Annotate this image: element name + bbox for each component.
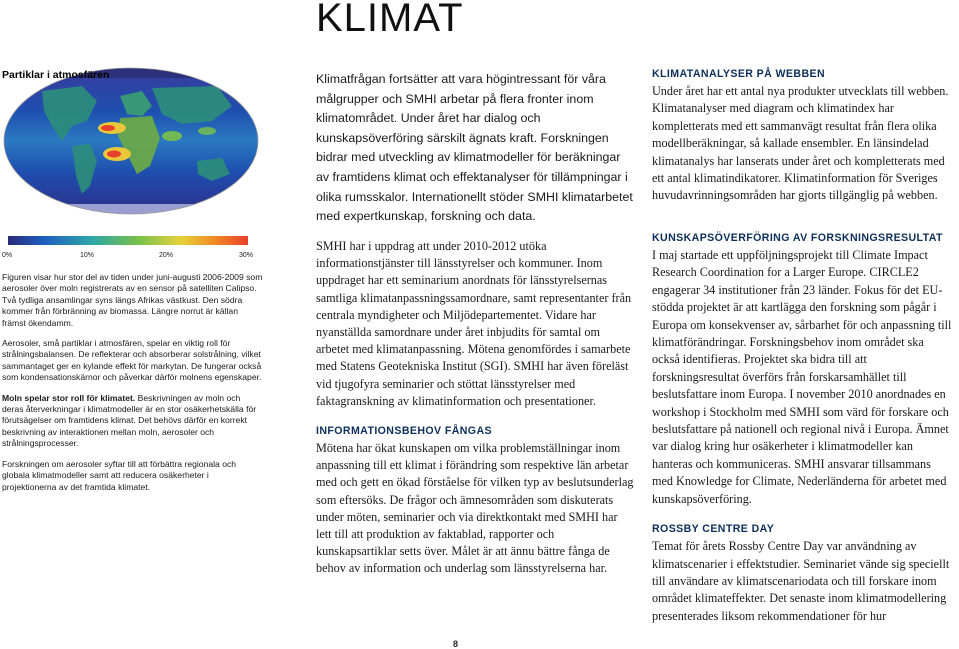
body-paragraph: SMHI har i uppdrag att under 2010-2012 utöka informationstjänster till länsstyrelser och kommuner. Inom uppdraget har ett seminarium anordnats för länsstyrelsernas samtliga klimatanpassningssamordnare, samt representanter från centrala myndigheter och Miljödepartementet. Vidare har nyanställda samordnare under året inbjudits för samtal om arbetet med klimatanpassning. Mötena genomfördes i samarbete med Statens Geotekniska Institut (SGI). SMHI har även föreläst vid tjugofyra seminarier och stöttat länsstyrelser med faktagranskning av klimatinformation och presentationer.	[316, 239, 632, 408]
figure-caption	[2, 272, 264, 502]
scale-label: 20%	[159, 252, 174, 259]
caption-paragraph: Forskningen om aerosoler syftar till att förbättra regionala och globala klimatmodeller samt att reducera osäkerheter i projektionerna av det framtida klimatet.	[2, 458, 237, 492]
aerosol-world-map	[2, 66, 260, 216]
middle-column	[316, 238, 634, 578]
intro-paragraph: Klimatfrågan fortsätter att vara högintressant för våra målgrupper och SMHI arbetar på flera fronter inom klimatområdet. Under året har dialog och kunskapsöverföring särskilt ägnats kraft. Forskningen bidrar med utveckling av klimatmodeller för beräkningar av framtidens klimat och effektanalyser för tillämpningar i olika rumsskalor. Internationellt stöder SMHI klimatarbetet med expertkunskap, forskning och data.	[316, 72, 633, 224]
caption-paragraph: Aerosoler, små partiklar i atmosfären, spelar en viktig roll för strålningsbalansen. De reflekterar och absorberar solstrålning, vilket sammantaget ger en kylande effekt för markytan. De fungerar också som kondensationskärnor och påverkar därför molnens egenskaper.	[2, 338, 262, 383]
caption-paragraph	[2, 393, 264, 450]
scale-label: 30%	[239, 252, 254, 259]
body-paragraph: Mötena har ökat kunskapen om vilka problemställningar inom anpassning till ett klimat i förändring som respektive län arbetar med och gett en ökad förståelse för vilken typ av beslutsunderlag som eftersöks. De frågor och ämnesområden som diskuterats under möten, seminarier och via direktkontakt med SMHI har lett till att produktion av faktablad, rapporter och kunskapsartiklar setts över. Målet är att ännu bättre fånga de behov av information och underlag som länsstyrelserna har.	[316, 441, 634, 576]
figure-heading: Partiklar i atmosfären	[2, 69, 110, 81]
scale-label: 10%	[80, 252, 95, 259]
right-column-bottom	[652, 231, 952, 625]
section-heading: KLIMATANALYSER PÅ WEBBEN	[652, 68, 826, 80]
body-paragraph: I maj startade ett uppföljningsprojekt till Climate Impact Research Coordination for a Larger Europe. CIRCLE2 engagerar 34 institutioner från 23 länder. Fokus för det EU-stödda projektet är att kartlägga den forskning som pågår i Europa om konsekvenser av, sårbarhet för och anpassning till klimatförändringar. Forskningsbehov inom området ska också identifieras. Projektet ska bidra till att forskningsresultat överförs från forskarsamhället till beslutsfattare inom Europa. I november 2010 anordnades en workshop i Stockholm med SMHI som värd för forskare och beslutsfattare på nationell och regional nivå i Europa. Ämnet var dialog kring hur osäkerheter i klimatmodeller kan hanteras och kommuniceras. SMHI ansvarar tillsammans med Knowledge for Climate, Nederländerna för arbetet med kunskapsöverföring.	[652, 248, 952, 506]
color-scale-bar	[8, 236, 248, 245]
scale-label: 0%	[2, 252, 13, 259]
page-title: KLIMAT	[316, 0, 464, 40]
right-column-top	[652, 67, 952, 205]
color-scale	[2, 232, 252, 260]
section-heading: KUNSKAPSÖVERFÖRING AV FORSKNINGSRESULTAT	[652, 232, 943, 244]
caption-text: Beskrivningen av moln och deras återverkningar i klimatmodeller är en stor osäkerhetskälla för förutsägelser om framtidens klimat. Det behövs därför en korrekt beskrivning av interaktionen mellan moln, aerosoler och strålningsprocesser.	[2, 392, 257, 449]
caption-paragraph: Figuren visar hur stor del av tiden under juni-augusti 2006-2009 som aerosoler över moln registrerats av en sensor på satelliten Calipso. Två tydliga ansamlingar syns längs Afrikas västkust. Den södra kommer från förbränning av biomassa. Längre norrut är källan främst ökendamm.	[2, 272, 263, 328]
body-paragraph: Under året har ett antal nya produkter utvecklats till webben. Klimatanalyser med diagram och klimatindex har kompletterats med ett sammanvägt resultat från flera olika modellberäkningar, så kallade ensembler. En länsindelad klimatanalys har lanserats under året och kompletterats med ett antal klimatindikatorer. Klimatinformation för Sveriges huvudavrinningsområden har gjorts tillgänglig på webben.	[652, 84, 949, 203]
caption-bold: Moln spelar stor roll för klimatet.	[2, 392, 136, 403]
body-paragraph: Temat för årets Rossby Centre Day var användning av klimatscenarier i effektstudier. Seminariet vände sig speciellt till användare av klimatscenariodata och till forskare inom området klimateffekter. Det senaste inom klimatmodellering presenterades liksom rekommendationer för hur	[652, 539, 950, 623]
section-heading: ROSSBY CENTRE DAY	[652, 523, 775, 536]
section-heading: INFORMATIONSBEHOV FÅNGAS	[316, 425, 492, 438]
page-number: 8	[453, 639, 459, 649]
